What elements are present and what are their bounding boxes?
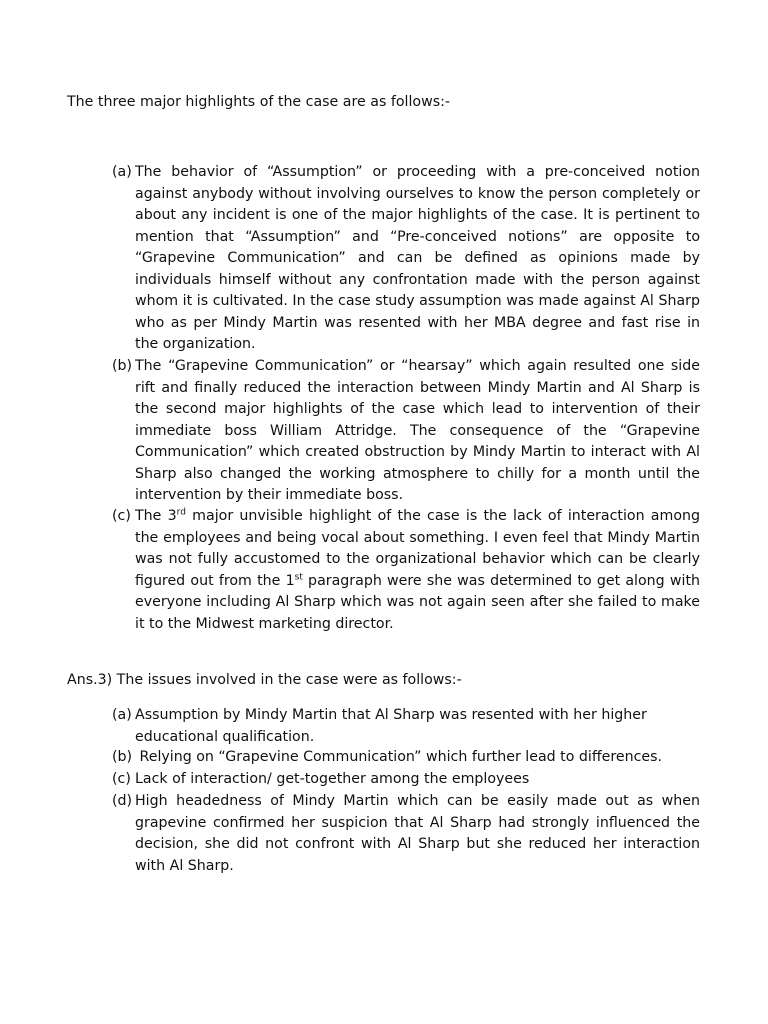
- highlight-label-c: (c): [112, 508, 131, 524]
- highlight-item-c: [112, 506, 700, 635]
- issue-text-d: High headedness of Mindy Martin which can be easily made out as when grapevine confirmed her suspicion that Al Sharp had strongly influenced the decision, she did not confront with Al Sharp but she reduced her interaction with Al Sharp.: [135, 793, 700, 874]
- highlight-text-c: [135, 506, 700, 635]
- issue-label-b: (b): [112, 749, 133, 765]
- issue-item-a: [112, 705, 700, 748]
- highlight-label-a: (a): [112, 164, 132, 180]
- issue-text-c: Lack of interaction/ get-together among the employees: [135, 771, 530, 787]
- superscript-st: st: [294, 571, 303, 582]
- highlight-text-b: The “Grapevine Communication” or “hearsay” which again resulted one side rift and finally reduced the interaction between Mindy Martin and Al Sharp is the second major highlights of the case which lead to intervention of their immediate boss William Attridge. The consequence of the “Grapevine Communication” which created obstruction by Mindy Martin to interact with Al Sharp also changed the working atmosphere to chilly for a month until the intervention by their immediate boss.: [135, 358, 700, 503]
- issue-item-b: [112, 747, 700, 769]
- issue-label-a: (a): [112, 707, 132, 723]
- issue-text-a: Assumption by Mindy Martin that Al Sharp was resented with her higher educational qualification.: [135, 707, 647, 745]
- issue-item-d: [112, 791, 700, 877]
- highlight-text-c-part3: paragraph were she was determined to get along with everyone including Al Sharp which was not again seen after she failed to make it to the Midwest marketing director.: [135, 572, 700, 632]
- highlight-text-a: The behavior of “Assumption” or proceeding with a pre-conceived notion against anybody without involving ourselves to know the person completely or about any incident is one of the major highlights of the case. It is pertinent to mention that “Assumption” and “Pre-conceived notions” are opposite to “Grapevine Communication” and can be defined as opinions made by individuals himself without any confrontation made with the person against whom it is cultivated. In the case study assumption was made against Al Sharp who as per Mindy Martin was resented with her MBA degree and fast rise in the organization.: [135, 164, 700, 352]
- highlight-label-b: (b): [112, 358, 133, 374]
- highlight-item-b: [112, 356, 700, 507]
- highlight-text-c-part1: The 3: [135, 508, 177, 524]
- highlight-text-c-part2: major unvisible highlight of the case is the lack of interaction among the employees and being vocal about something. I even feel that Mindy Martin was not fully accustomed to the organizational behavior which can be clearly figured out from the 1: [135, 508, 700, 589]
- issue-text-b: Relying on “Grapevine Communication” which further lead to differences.: [135, 749, 663, 765]
- issue-item-c: [112, 769, 700, 791]
- highlight-item-a: [112, 162, 700, 356]
- intro-sentence: The three major highlights of the case are as follows:-: [67, 94, 450, 110]
- answer-heading: Ans.3) The issues involved in the case were as follows:-: [67, 672, 462, 688]
- superscript-rd: rd: [176, 507, 186, 518]
- issue-label-d: (d): [112, 793, 133, 809]
- issue-label-c: (c): [112, 771, 131, 787]
